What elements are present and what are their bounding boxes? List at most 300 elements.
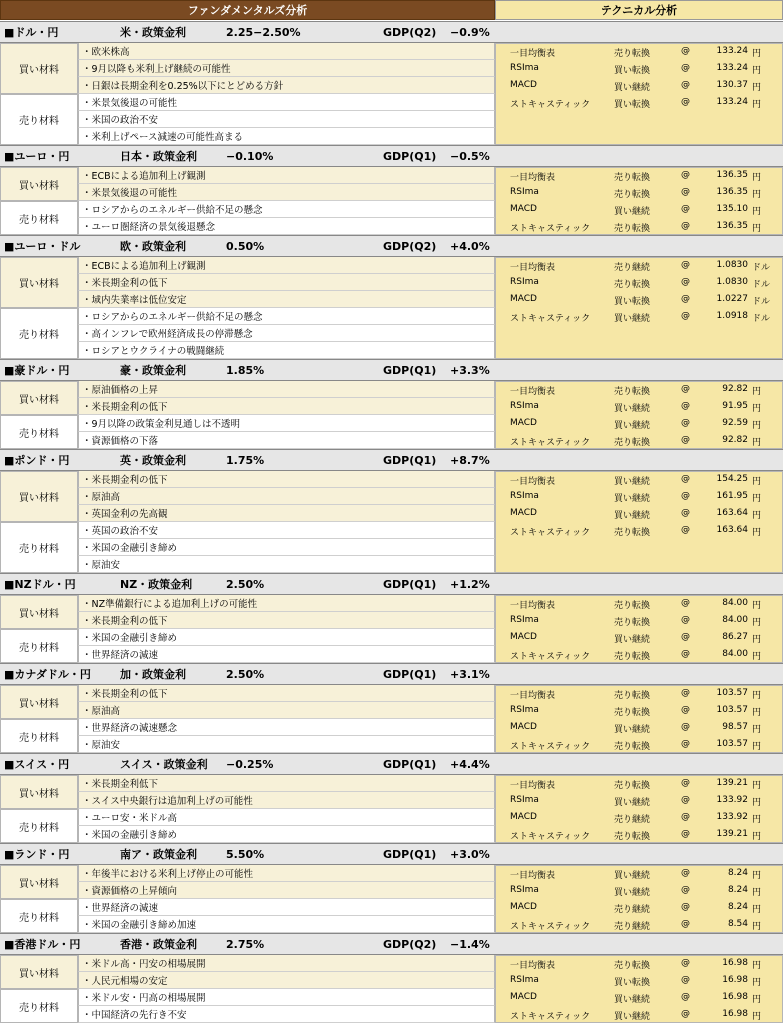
technical-row [496, 95, 783, 112]
technical-row [496, 647, 783, 664]
at-sign: @ [681, 508, 690, 518]
signal-value: 買い継続 [614, 995, 651, 1005]
price-value: 133.92 [716, 812, 748, 822]
buy-material-item: ・米長期金利の低下 [78, 274, 495, 291]
buy-materials-label: 買い材料 [0, 955, 78, 989]
price-unit: 円 [752, 404, 762, 414]
technical-row [496, 382, 783, 399]
at-sign: @ [681, 187, 690, 197]
technical-row [496, 737, 783, 754]
signal-value: 売り転換 [614, 438, 651, 448]
price-value: 16.98 [722, 958, 748, 968]
sell-materials-label: 売り材料 [0, 94, 78, 145]
signal-value: 買い継続 [614, 725, 651, 735]
indicator-name: MACD [510, 418, 537, 428]
price-value: 91.95 [722, 401, 748, 411]
policy-rate-value: 1.85% [226, 363, 265, 377]
gdp-label: GDP(Q2) [383, 937, 437, 951]
buy-material-item: ・米景気後退の可能性 [78, 184, 495, 201]
gdp-label: GDP(Q1) [383, 757, 437, 771]
sell-materials-label: 売り材料 [0, 522, 78, 573]
at-sign: @ [681, 992, 690, 1002]
indicator-name: MACD [510, 204, 537, 214]
signal-value: 買い継続 [614, 314, 651, 324]
price-unit: 円 [752, 742, 762, 752]
price-value: 103.57 [716, 739, 748, 749]
sell-materials-label: 売り材料 [0, 201, 78, 235]
signal-value: 売り継続 [614, 922, 651, 932]
signal-value: 買い継続 [614, 404, 651, 414]
price-value: 130.37 [716, 80, 748, 90]
buy-materials-label: 買い材料 [0, 775, 78, 809]
sell-material-item: ・ロシアからのエネルギー供給不足の懸念 [78, 308, 495, 325]
at-sign: @ [681, 80, 690, 90]
price-unit: 円 [752, 798, 762, 808]
technical-row [496, 506, 783, 523]
price-value: 136.35 [716, 187, 748, 197]
signal-value: 売り転換 [614, 224, 651, 234]
technical-row [496, 472, 783, 489]
signal-value: 売り転換 [614, 708, 651, 718]
at-sign: @ [681, 97, 690, 107]
buy-material-item: ・米ドル高・円安の相場展開 [78, 955, 495, 972]
price-unit: 円 [752, 781, 762, 791]
price-value: 98.57 [722, 722, 748, 732]
at-sign: @ [681, 885, 690, 895]
price-unit: 円 [752, 995, 762, 1005]
technical-row [496, 1007, 783, 1024]
at-sign: @ [681, 63, 690, 73]
price-value: 133.24 [716, 97, 748, 107]
price-unit: ドル [752, 297, 771, 307]
price-unit: 円 [752, 652, 762, 662]
price-value: 103.57 [716, 705, 748, 715]
at-sign: @ [681, 615, 690, 625]
policy-rate-value: 2.25−2.50% [226, 25, 301, 39]
policy-rate-label: NZ・政策金利 [120, 578, 193, 591]
sell-material-item: ・9月以降の政策金利見通しは不透明 [78, 415, 495, 432]
sell-material-item: ・ユーロ圏経済の景気後退懸念 [78, 218, 495, 235]
indicator-name: RSIma [510, 705, 539, 715]
sell-material-item: ・中国経済の先行き不安 [78, 1006, 495, 1023]
price-unit: 円 [752, 691, 762, 701]
policy-rate-value: 2.75% [226, 937, 265, 951]
sell-material-item: ・米景気後退の可能性 [78, 94, 495, 111]
pair-header [0, 843, 783, 865]
price-unit: 円 [752, 387, 762, 397]
at-sign: @ [681, 384, 690, 394]
pair-name: ■豪ドル・円 [4, 364, 70, 377]
gdp-label: GDP(Q2) [383, 25, 437, 39]
sell-material-item: ・高インフレで欧州経済成長の停滞懸念 [78, 325, 495, 342]
signal-value: 売り転換 [614, 280, 651, 290]
sell-materials-label: 売り材料 [0, 809, 78, 843]
sell-material-item: ・米国の金融引き締め加速 [78, 916, 495, 933]
price-unit: 円 [752, 635, 762, 645]
technical-row [496, 168, 783, 185]
indicator-name: ストキャスティック [510, 652, 591, 662]
gdp-label: GDP(Q1) [383, 847, 437, 861]
pair-name: ■ポンド・円 [4, 454, 70, 467]
price-value: 135.10 [716, 204, 748, 214]
technical-row [496, 990, 783, 1007]
technical-panel [495, 685, 783, 753]
price-value: 16.98 [722, 975, 748, 985]
policy-rate-value: 5.50% [226, 847, 265, 861]
at-sign: @ [681, 722, 690, 732]
price-unit: 円 [752, 601, 762, 611]
indicator-name: RSIma [510, 615, 539, 625]
indicator-name: MACD [510, 80, 537, 90]
indicator-name: MACD [510, 902, 537, 912]
technical-row [496, 866, 783, 883]
pair-name: ■ランド・円 [4, 848, 70, 861]
signal-value: 売り転換 [614, 691, 651, 701]
price-unit: 円 [752, 438, 762, 448]
at-sign: @ [681, 705, 690, 715]
signal-value: 売り継続 [614, 263, 651, 273]
price-unit: 円 [752, 49, 762, 59]
at-sign: @ [681, 902, 690, 912]
sell-materials-label: 売り材料 [0, 719, 78, 753]
price-unit: ドル [752, 263, 771, 273]
technical-panel [495, 775, 783, 843]
gdp-label: GDP(Q1) [383, 453, 437, 467]
buy-material-item: ・米長期金利低下 [78, 775, 495, 792]
technical-panel [495, 595, 783, 663]
sell-material-item: ・米利上げペース減速の可能性高まる [78, 128, 495, 145]
pair-header [0, 663, 783, 685]
price-unit: 円 [752, 922, 762, 932]
sell-materials-label: 売り材料 [0, 989, 78, 1023]
buy-material-item: ・原油価格の上昇 [78, 381, 495, 398]
price-value: 84.00 [722, 598, 748, 608]
indicator-name: 一目均衡表 [510, 961, 556, 971]
signal-value: 売り転換 [614, 781, 651, 791]
signal-value: 売り転換 [614, 832, 651, 842]
gdp-label: GDP(Q1) [383, 149, 437, 163]
signal-value: 買い継続 [614, 888, 651, 898]
technical-row [496, 292, 783, 309]
pair-name: ■ユーロ・ドル [4, 240, 81, 253]
buy-material-item: ・原油高 [78, 488, 495, 505]
signal-value: 売り転換 [614, 190, 651, 200]
policy-rate-value: 1.75% [226, 453, 265, 467]
gdp-value: −1.4% [450, 937, 490, 951]
indicator-name: ストキャスティック [510, 224, 591, 234]
indicator-name: MACD [510, 722, 537, 732]
signal-value: 買い継続 [614, 511, 651, 521]
price-unit: 円 [752, 618, 762, 628]
indicator-name: 一目均衡表 [510, 173, 556, 183]
price-value: 133.24 [716, 46, 748, 56]
gdp-value: +1.2% [450, 577, 490, 591]
buy-materials-label: 買い材料 [0, 685, 78, 719]
signal-value: 売り継続 [614, 815, 651, 825]
technical-row [496, 956, 783, 973]
pair-name: ■香港ドル・円 [4, 938, 81, 951]
indicator-name: ストキャスティック [510, 438, 591, 448]
sell-materials-label: 売り材料 [0, 308, 78, 359]
indicator-name: 一目均衡表 [510, 387, 556, 397]
at-sign: @ [681, 46, 690, 56]
price-unit: 円 [752, 528, 762, 538]
technical-panel [495, 381, 783, 449]
signal-value: 売り転換 [614, 742, 651, 752]
signal-value: 売り転換 [614, 601, 651, 611]
technical-row [496, 883, 783, 900]
technical-panel [495, 955, 783, 1023]
technical-row [496, 275, 783, 292]
indicator-name: RSIma [510, 187, 539, 197]
indicator-name: RSIma [510, 63, 539, 73]
technical-row [496, 596, 783, 613]
at-sign: @ [681, 688, 690, 698]
price-unit: 円 [752, 494, 762, 504]
at-sign: @ [681, 812, 690, 822]
at-sign: @ [681, 491, 690, 501]
policy-rate-value: −0.25% [226, 757, 274, 771]
technical-row [496, 219, 783, 236]
indicator-name: MACD [510, 812, 537, 822]
buy-materials-label: 買い材料 [0, 471, 78, 522]
sell-material-item: ・ロシアからのエネルギー供給不足の懸念 [78, 201, 495, 218]
buy-material-item: ・域内失業率は低位安定 [78, 291, 495, 308]
pair-header [0, 449, 783, 471]
sell-material-item: ・英国の政治不安 [78, 522, 495, 539]
buy-materials-label: 買い材料 [0, 167, 78, 201]
pair-header [0, 235, 783, 257]
policy-rate-label: 豪・政策金利 [120, 364, 186, 377]
price-value: 92.82 [722, 435, 748, 445]
buy-material-item: ・NZ準備銀行による追加利上げの可能性 [78, 595, 495, 612]
price-value: 8.54 [727, 919, 748, 929]
at-sign: @ [681, 598, 690, 608]
technical-row [496, 309, 783, 326]
signal-value: 買い転換 [614, 297, 651, 307]
signal-value: 買い継続 [614, 207, 651, 217]
pair-header [0, 573, 783, 595]
at-sign: @ [681, 958, 690, 968]
buy-material-item: ・米長期金利の低下 [78, 612, 495, 629]
signal-value: 買い継続 [614, 798, 651, 808]
pair-header [0, 359, 783, 381]
price-value: 84.00 [722, 615, 748, 625]
price-value: 1.0227 [716, 294, 748, 304]
price-unit: 円 [752, 477, 762, 487]
gdp-value: −0.9% [450, 25, 490, 39]
indicator-name: 一目均衡表 [510, 263, 556, 273]
buy-material-item: ・スイス中央銀行は追加利上げの可能性 [78, 792, 495, 809]
price-unit: 円 [752, 83, 762, 93]
indicator-name: MACD [510, 992, 537, 1002]
pair-name: ■ドル・円 [4, 26, 59, 39]
technical-row [496, 489, 783, 506]
technical-row [496, 703, 783, 720]
at-sign: @ [681, 632, 690, 642]
indicator-name: ストキャスティック [510, 742, 591, 752]
buy-material-item: ・ECBによる追加利上げ観測 [78, 257, 495, 274]
sell-materials-label: 売り材料 [0, 629, 78, 663]
price-unit: ドル [752, 280, 771, 290]
signal-value: 売り転換 [614, 49, 651, 59]
indicator-name: RSIma [510, 975, 539, 985]
price-unit: 円 [752, 888, 762, 898]
indicator-name: 一目均衡表 [510, 601, 556, 611]
buy-material-item: ・米長期金利の低下 [78, 471, 495, 488]
buy-material-item: ・欧米株高 [78, 43, 495, 60]
sell-material-item: ・世界経済の減速 [78, 646, 495, 663]
signal-value: 売り転換 [614, 528, 651, 538]
indicator-name: ストキャスティック [510, 922, 591, 932]
sell-material-item: ・米国の金融引き締め [78, 539, 495, 556]
technical-row [496, 44, 783, 61]
sell-materials-label: 売り材料 [0, 899, 78, 933]
technical-row [496, 810, 783, 827]
buy-materials-label: 買い材料 [0, 381, 78, 415]
sell-material-item: ・米国の金融引き締め [78, 826, 495, 843]
technical-row [496, 258, 783, 275]
at-sign: @ [681, 260, 690, 270]
technical-row [496, 827, 783, 844]
buy-materials-label: 買い材料 [0, 43, 78, 94]
buy-material-item: ・ECBによる追加利上げ観測 [78, 167, 495, 184]
pair-name: ■ユーロ・円 [4, 150, 70, 163]
sell-material-item: ・米国の政治不安 [78, 111, 495, 128]
policy-rate-value: 0.50% [226, 239, 265, 253]
policy-rate-label: 加・政策金利 [120, 668, 186, 681]
price-value: 133.24 [716, 63, 748, 73]
sell-material-item: ・資源価格の下落 [78, 432, 495, 449]
gdp-value: +3.0% [450, 847, 490, 861]
price-value: 154.25 [716, 474, 748, 484]
price-unit: 円 [752, 815, 762, 825]
price-unit: 円 [752, 905, 762, 915]
price-value: 1.0830 [716, 260, 748, 270]
price-value: 163.64 [716, 525, 748, 535]
price-unit: 円 [752, 708, 762, 718]
pair-header [0, 753, 783, 775]
policy-rate-label: 香港・政策金利 [120, 938, 197, 951]
technical-header: テクニカル分析 [495, 0, 783, 20]
indicator-name: RSIma [510, 885, 539, 895]
gdp-label: GDP(Q1) [383, 363, 437, 377]
technical-row [496, 433, 783, 450]
at-sign: @ [681, 435, 690, 445]
technical-row [496, 399, 783, 416]
technical-row [496, 720, 783, 737]
gdp-value: +4.0% [450, 239, 490, 253]
technical-panel [495, 257, 783, 359]
at-sign: @ [681, 418, 690, 428]
price-unit: 円 [752, 978, 762, 988]
gdp-label: GDP(Q1) [383, 577, 437, 591]
at-sign: @ [681, 204, 690, 214]
policy-rate-value: −0.10% [226, 149, 274, 163]
buy-material-item: ・資源価格の上昇傾向 [78, 882, 495, 899]
indicator-name: 一目均衡表 [510, 871, 556, 881]
price-value: 103.57 [716, 688, 748, 698]
indicator-name: 一目均衡表 [510, 49, 556, 59]
pair-header [0, 21, 783, 43]
at-sign: @ [681, 868, 690, 878]
pair-name: ■スイス・円 [4, 758, 70, 771]
gdp-value: +3.1% [450, 667, 490, 681]
at-sign: @ [681, 975, 690, 985]
policy-rate-label: 米・政策金利 [120, 26, 186, 39]
price-value: 136.35 [716, 221, 748, 231]
at-sign: @ [681, 474, 690, 484]
price-value: 8.24 [727, 902, 748, 912]
at-sign: @ [681, 739, 690, 749]
price-unit: 円 [752, 871, 762, 881]
technical-row [496, 917, 783, 934]
indicator-name: MACD [510, 508, 537, 518]
sell-material-item: ・世界経済の減速 [78, 899, 495, 916]
buy-material-item: ・米長期金利の低下 [78, 685, 495, 702]
technical-row [496, 776, 783, 793]
technical-row [496, 613, 783, 630]
policy-rate-value: 2.50% [226, 667, 265, 681]
price-unit: 円 [752, 725, 762, 735]
indicator-name: 一目均衡表 [510, 477, 556, 487]
price-value: 1.0918 [716, 311, 748, 321]
technical-row [496, 78, 783, 95]
buy-material-item: ・原油高 [78, 702, 495, 719]
price-value: 163.64 [716, 508, 748, 518]
indicator-name: ストキャスティック [510, 100, 591, 110]
price-unit: 円 [752, 190, 762, 200]
signal-value: 売り転換 [614, 173, 651, 183]
gdp-value: +8.7% [450, 453, 490, 467]
sell-material-item: ・原油安 [78, 556, 495, 573]
buy-material-item: ・年後半における米利上げ停止の可能性 [78, 865, 495, 882]
signal-value: 売り転換 [614, 618, 651, 628]
price-value: 1.0830 [716, 277, 748, 287]
technical-row [496, 973, 783, 990]
technical-panel [495, 865, 783, 933]
indicator-name: MACD [510, 294, 537, 304]
technical-row [496, 61, 783, 78]
indicator-name: 一目均衡表 [510, 691, 556, 701]
technical-panel [495, 43, 783, 145]
technical-row [496, 416, 783, 433]
sell-material-item: ・ロシアとウクライナの戦闘継続 [78, 342, 495, 359]
sell-materials-label: 売り材料 [0, 415, 78, 449]
policy-rate-label: スイス・政策金利 [120, 758, 208, 771]
price-value: 139.21 [716, 829, 748, 839]
gdp-value: +3.3% [450, 363, 490, 377]
price-unit: 円 [752, 100, 762, 110]
pair-name: ■カナダドル・円 [4, 668, 91, 681]
buy-material-item: ・人民元相場の安定 [78, 972, 495, 989]
price-unit: ドル [752, 314, 771, 324]
signal-value: 売り継続 [614, 905, 651, 915]
at-sign: @ [681, 277, 690, 287]
gdp-label: GDP(Q1) [383, 667, 437, 681]
technical-row [496, 523, 783, 540]
buy-material-item: ・英国金利の先高観 [78, 505, 495, 522]
price-value: 139.21 [716, 778, 748, 788]
indicator-name: MACD [510, 632, 537, 642]
sell-material-item: ・米国の金融引き締め [78, 629, 495, 646]
price-value: 8.24 [727, 868, 748, 878]
indicator-name: RSIma [510, 401, 539, 411]
price-unit: 円 [752, 173, 762, 183]
indicator-name: ストキャスティック [510, 832, 591, 842]
technical-row [496, 793, 783, 810]
sell-material-item: ・原油安 [78, 736, 495, 753]
